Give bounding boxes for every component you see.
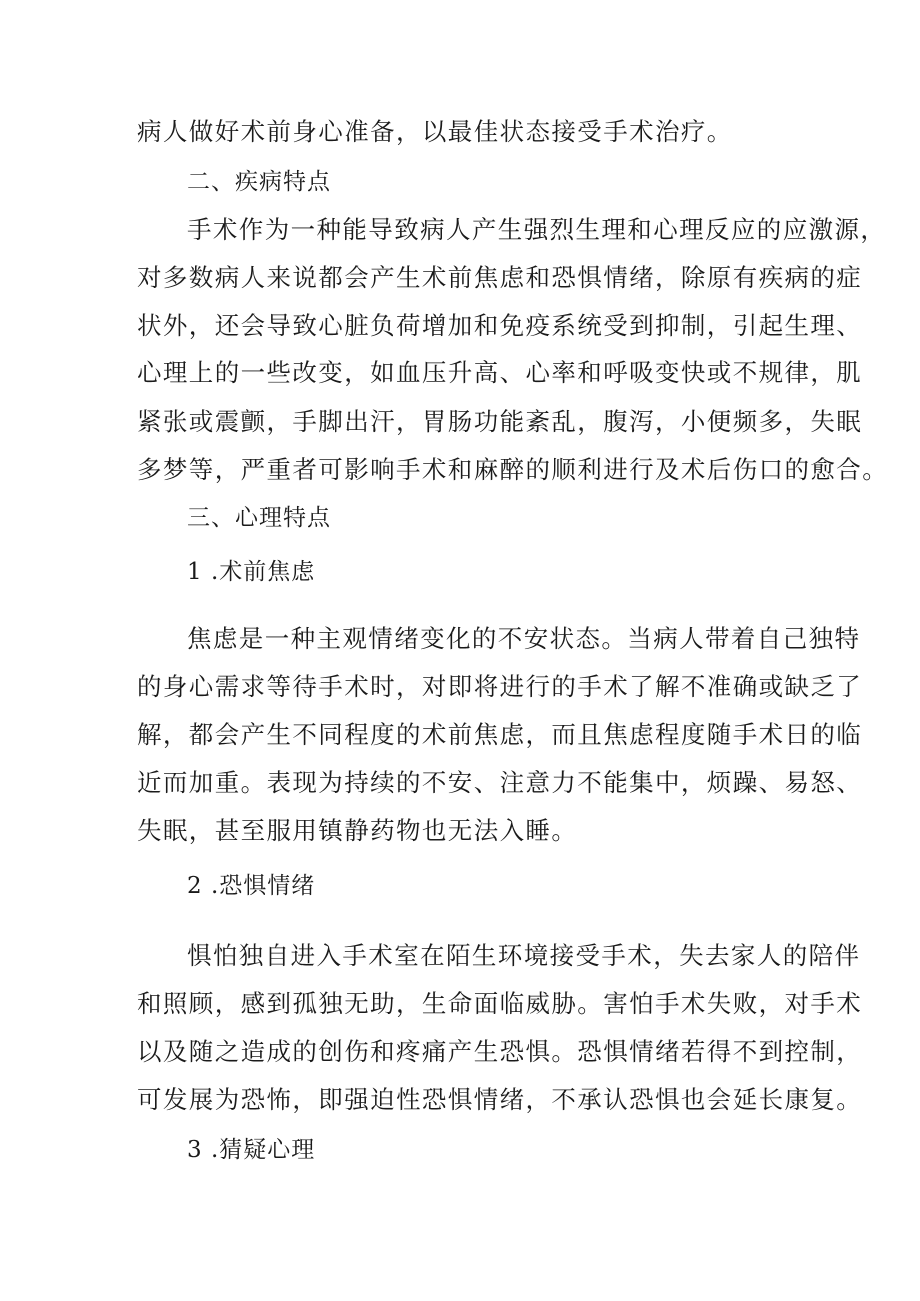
paragraph-line: 多梦等，严重者可影响手术和麻醉的顺利进行及术后伤口的愈合。	[137, 455, 889, 484]
section-heading: 二、疾病特点	[187, 169, 331, 195]
paragraph-line: 状外，还会导致心脏负荷增加和免疫系统受到抑制，引起生理、	[137, 311, 863, 340]
paragraph-line: 的身心需求等待手术时，对即将进行的手术了解不准确或缺乏了	[137, 672, 863, 701]
paragraph-line: 以及随之造成的创伤和疼痛产生恐惧。恐惧情绪若得不到控制，	[137, 1037, 863, 1066]
paragraph-line: 可发展为恐怖，即强迫性恐惧情绪，不承认恐惧也会延长康复。	[137, 1085, 863, 1114]
paragraph-line: 惧怕独自进入手术室在陌生环境接受手术，失去家人的陪伴	[187, 941, 861, 970]
paragraph-line: 近而加重。表现为持续的不安、注意力不能集中，烦躁、易怒、	[137, 768, 863, 797]
paragraph-line: 对多数病人来说都会产生术前焦虑和恐惧情绪，除原有疾病的症	[137, 263, 863, 292]
paragraph-line: 病人做好术前身心准备，以最佳状态接受手术治疗。	[137, 117, 733, 146]
paragraph-line: 失眠，甚至服用镇静药物也无法入睡。	[137, 816, 578, 845]
subsection-heading: 1 .术前焦虑	[187, 559, 316, 585]
subsection-heading: 2 .恐惧情绪	[187, 873, 316, 899]
paragraph-line: 解，都会产生不同程度的术前焦虑，而且焦虑程度随手术日的临	[137, 720, 863, 749]
paragraph-line: 焦虑是一种主观情绪变化的不安状态。当病人带着自己独特	[187, 624, 861, 653]
paragraph-line: 和照顾，感到孤独无助，生命面临威胁。害怕手术失败，对手术	[137, 989, 863, 1018]
paragraph-line: 手术作为一种能导致病人产生强烈生理和心理反应的应激源，	[187, 215, 887, 244]
subsection-heading: 3 .猜疑心理	[187, 1137, 316, 1163]
paragraph-line: 紧张或震颤，手脚出汗，胃肠功能紊乱，腹泻，小便频多，失眠	[137, 407, 863, 436]
section-heading: 三、心理特点	[187, 505, 331, 531]
paragraph-line: 心理上的一些改变，如血压升高、心率和呼吸变快或不规律，肌	[137, 358, 863, 387]
